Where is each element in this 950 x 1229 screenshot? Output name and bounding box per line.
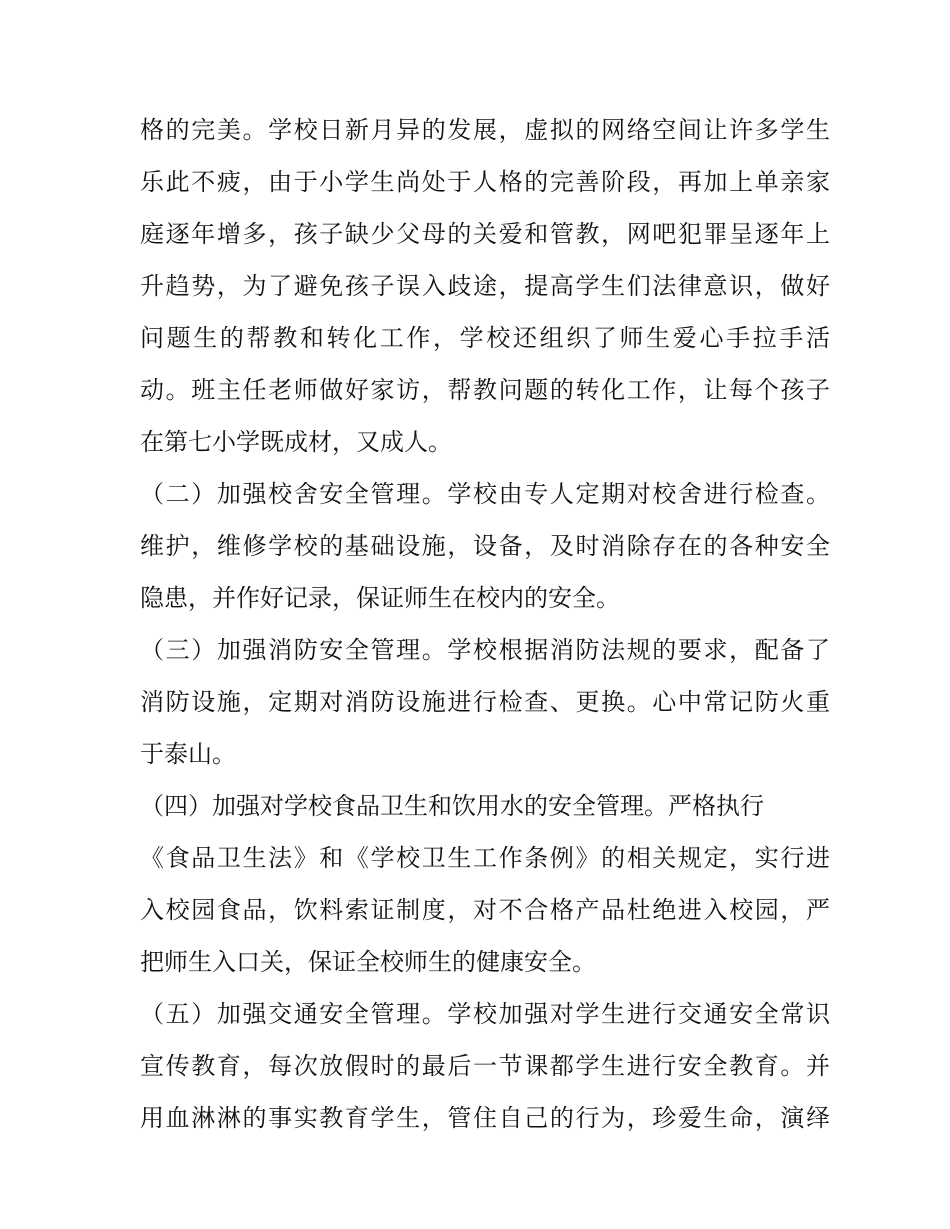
text-line: 动。班主任老师做好家访，帮教问题的转化工作，让每个孩子 xyxy=(140,376,830,404)
text-line: 庭逐年增多，孩子缺少父母的关爱和管教，网吧犯罪呈逐年上 xyxy=(140,220,830,248)
text-line: 用血淋淋的事实教育学生，管住自己的行为，珍爱生命，演绎 xyxy=(140,1104,830,1132)
text-line: 《食品卫生法》和《学校卫生工作条例》的相关规定，实行进 xyxy=(140,844,830,872)
text-line: 乐此不疲，由于小学生尚处于人格的完善阶段，再加上单亲家 xyxy=(140,168,830,196)
text-line: 宣传教育，每次放假时的最后一节课都学生进行安全教育。并 xyxy=(140,1052,830,1080)
text-line: （五）加强交通安全管理。学校加强对学生进行交通安全常识 xyxy=(140,1000,830,1028)
text-line: 把师生入口关，保证全校师生的健康安全。 xyxy=(140,948,596,976)
text-line: （二）加强校舍安全管理。学校由专人定期对校舍进行检查。 xyxy=(140,480,830,508)
text-line: 问题生的帮教和转化工作，学校还组织了师生爱心手拉手活 xyxy=(140,324,830,352)
text-line: 在第七小学既成材，又成人。 xyxy=(140,428,452,456)
text-line: 维护，维修学校的基础设施，设备，及时消除存在的各种安全 xyxy=(140,532,830,560)
text-line: 升趋势，为了避免孩子误入歧途，提高学生们法律意识，做好 xyxy=(140,272,830,300)
text-line: 隐患，并作好记录，保证师生在校内的安全。 xyxy=(140,584,620,612)
text-line: 入校园食品，饮料索证制度，对不合格产品杜绝进入校园，严 xyxy=(140,896,830,924)
text-line: 消防设施，定期对消防设施进行检查、更换。心中常记防火重 xyxy=(140,688,830,716)
text-line: 于泰山。 xyxy=(140,740,236,768)
text-line: 格的完美。学校日新月异的发展，虚拟的网络空间让许多学生 xyxy=(140,116,830,144)
text-line: （四）加强对学校食品卫生和饮用水的安全管理。严格执行 xyxy=(140,792,764,820)
text-line: （三）加强消防安全管理。学校根据消防法规的要求，配备了 xyxy=(140,636,830,664)
